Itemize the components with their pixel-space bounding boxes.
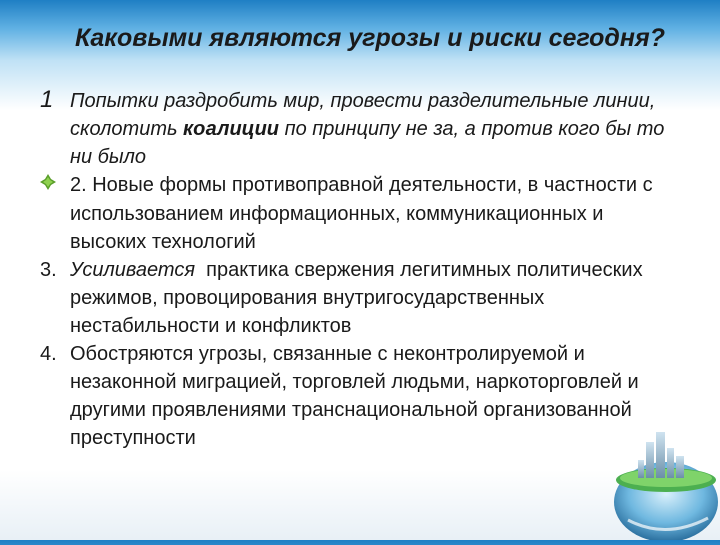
slide-content (40, 86, 680, 452)
list-item-1 (40, 86, 680, 171)
item-3-number: 3. (40, 258, 57, 281)
slide-title: Каковыми являются угрозы и риски сегодня? (75, 24, 665, 52)
item-1-text-bold: коалиции (183, 118, 280, 140)
list-item-4 (40, 340, 680, 452)
item-1-text-a: Попытки раздробить мир, провести разделительные линии, сколотить (70, 90, 656, 140)
item-1-text-b: по принципу не за, а против кого бы то ни было (70, 118, 665, 168)
globe-city-island-icon (608, 420, 720, 540)
item-3-text: практика свержения легитимных политических режимов, провоцирования внутригосударственных нестабильности и конфликтов (70, 258, 649, 337)
item-3-text-italic: Усиливается (70, 258, 196, 281)
list-item-3 (40, 256, 680, 340)
list-item-2 (40, 171, 680, 256)
item-1-number: 1 (40, 86, 54, 113)
item-4-number: 4. (40, 342, 57, 365)
item-4-text: Обостряются угрозы, связанные с неконтролируемой и незаконной миграцией, торговлей людьми, наркоторговлей и другими проявлениями транснациональной организованной преступности (70, 342, 639, 449)
green-diamond-bullet-icon (40, 172, 70, 200)
item-2-text: 2. Новые формы противоправной деятельности, в частности с использованием информационных, коммуникационных и высоких технологий (70, 174, 653, 253)
